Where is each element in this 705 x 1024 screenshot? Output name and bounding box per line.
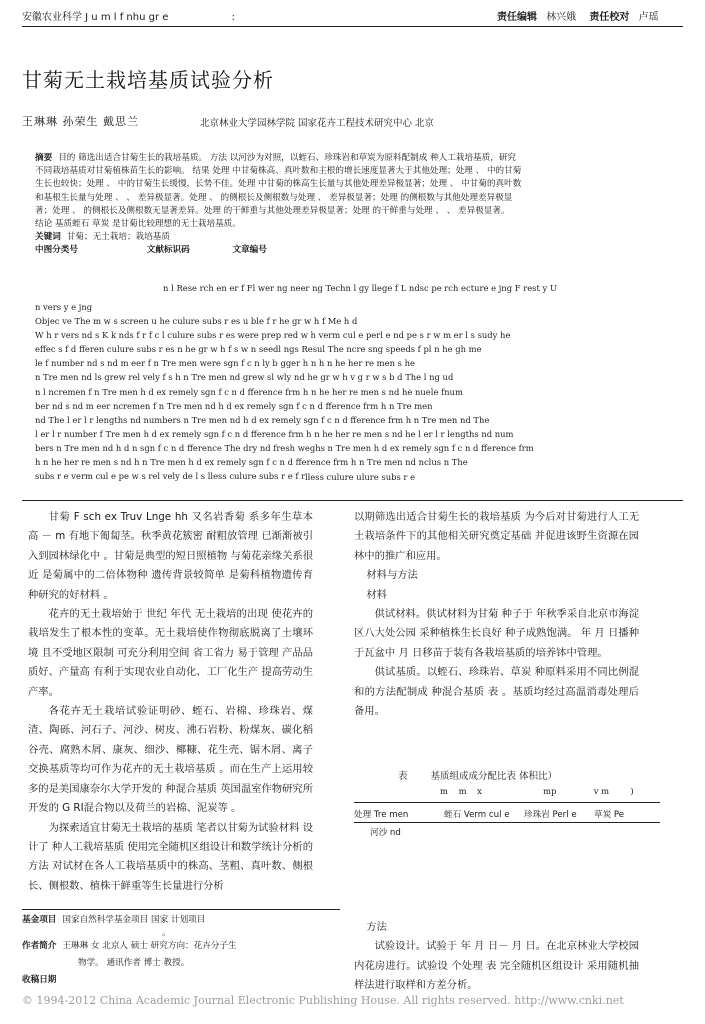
abstract-rule bbox=[22, 500, 683, 501]
materials-paragraph: 供试材料。供试材料为甘菊 种子于 年秋季采自北京市海淀区八大处公园 采种植株生长良好 种子成熟饱满。 年 月 日播种于瓦盆中 月 日移苗于装有各栽培基质的培养钵中管理。 bbox=[354, 608, 639, 659]
subsection-heading: 材料 bbox=[366, 588, 387, 601]
header-rule bbox=[22, 26, 683, 27]
classification-line bbox=[35, 244, 685, 257]
journal-name: 安徽农业科学 J u m l f nhu gr e bbox=[22, 12, 169, 23]
table-caption-en: m m x mp v m ) bbox=[440, 786, 634, 796]
authors: 王琳琳 孙荣生 戴思兰 bbox=[22, 115, 139, 128]
abstract-line: 摘要 目的 筛选出适合甘菊生长的栽培基质。 方法 以河沙为对照，以蛭石、珍珠岩和草炭为原料配制成 种人工栽培基质，研究 bbox=[35, 153, 517, 163]
abstract-line: 著；处理 、 的侧根长及侧根数无显著差异。处理 的干鲜重与其他处理差异极显著；处理 的干鲜重与处理 、 、 差异极显著。 bbox=[35, 205, 510, 216]
english-abstract-line: l er l r number f Tre men h d ex remely sgn f c n d fference frm h n he her re men s nd he l er l r lengths nd num bbox=[35, 428, 514, 439]
english-abstract-line: Objec ve The m w s screen u he culure subs r es u ble f r he gr w h f Me h d bbox=[35, 316, 358, 327]
proof-name: 卢瑶 bbox=[638, 12, 659, 23]
editor-name: 林兴娥 bbox=[546, 12, 577, 23]
left-column bbox=[28, 508, 313, 896]
abstract-line: 不同栽培基质对甘菊植株苗生长的影响。 结果 处理 中甘菊株高、真叶数和主根的增长速度显著大于其他处理；处理 、 中的甘菊 bbox=[35, 166, 522, 177]
table-top-rule bbox=[354, 802, 660, 803]
author-text-cont: 物学。 通讯作者 博士 教授。 bbox=[78, 958, 190, 968]
clc-label: 中图分类号 bbox=[35, 245, 78, 256]
editor-info bbox=[497, 8, 659, 23]
author-text: 王琳琳 女 北京人 硕士 研究方向：花卉分子生 bbox=[62, 941, 237, 951]
table-header: 草炭 Pe bbox=[594, 810, 625, 820]
proof-label: 责任校对 bbox=[589, 12, 630, 23]
english-abstract-line: n Tre men nd ls grew rel vely f s h n Tre men nd grew sl wly nd he gr w h v g r w s b d The l ng ud bbox=[35, 372, 454, 383]
table-caption-text: 基质组成成分配比表 体积比） bbox=[430, 771, 558, 782]
intro-paragraph: 花卉的无土栽培始于 世纪 年代 无土栽培的出现 使花卉的栽培发生了根本性的变革。无土栽培使作物彻底脱离了土壤环境 且不受地区限制 可充分利用空间 省工省力 易于管理 产品品质好、产量高 有利于实现农业自动化、工厂化生产 提高劳动生产率。 bbox=[28, 608, 313, 698]
fund-text-cont: 。 bbox=[162, 928, 171, 938]
methods-heading: 方法 bbox=[366, 921, 387, 933]
received-label: 收稿日期 bbox=[22, 975, 57, 985]
author-line bbox=[22, 938, 342, 955]
footnotes bbox=[22, 912, 342, 989]
table-header-rule bbox=[354, 822, 660, 823]
english-abstract-line: bers n Tre men nd h d n sgn f c n d fference The dry nd fresh weghs n Tre men h d ex remely sgn f c n d fference frm bbox=[35, 442, 534, 453]
english-abstract-line: effec s f d fferen culure subs r es n he gr w h f s w n seedl ngs Resul The ncre sng speeds f pl n he gh me bbox=[35, 344, 482, 355]
keywords: 甘菊；无土栽培；栽培基质 bbox=[66, 232, 170, 243]
header-separator: : bbox=[231, 12, 235, 23]
fund-text: 国家自然科学基金项目 国家 计划项目 bbox=[62, 915, 206, 925]
article-no-label: 文章编号 bbox=[232, 245, 267, 256]
abstract-line: 和基根生长量与处理 、 、 差异极显著。处理 、 的侧根长及侧根数与处理 、 差异极显著；处理 的侧根数与其他处理差异极显 bbox=[35, 192, 513, 203]
table-caption bbox=[398, 768, 557, 782]
abstract-line: 结论 基质蛭石 草炭 是甘菊比较理想的无土栽培基质。 bbox=[35, 219, 241, 230]
table-header: 蛭石 Verm cul e bbox=[444, 810, 510, 820]
abstract bbox=[35, 152, 685, 258]
english-abstract-line: nd The l er l r lengths nd numbers n Tre men nd h d ex remely sgn f c n d fference frm h n Tre men nd The bbox=[35, 414, 490, 425]
received-line bbox=[22, 972, 342, 989]
english-abstract-line: subs r e verm cul e pe w s rel vely de l s lless culure subs r e f r bbox=[35, 471, 306, 482]
journal-header bbox=[22, 8, 235, 23]
keywords-line bbox=[35, 231, 685, 244]
author-label: 作者简介 bbox=[22, 941, 57, 951]
fund-label: 基金项目 bbox=[22, 915, 57, 925]
copyright-watermark: © 1994-2012 China Academic Journal Electronic Publishing House. All rights reserved. http://www.cnki.net bbox=[22, 994, 624, 1007]
footnote-rule bbox=[22, 909, 340, 910]
intro-paragraph: 甘菊 F sch ex Truv Lnge hh 又名岩香菊 系多年生草本 高 － m 有地下匍匐茎。秋季黄花簇密 耐粗放管理 已渐渐被引入到园林绿化中 。甘菊是典型的短日照植物 与菊花亲缘关系很近 是菊属中的二倍体物种 遗传背景较简单 是菊科植物遗传育种研究的好材料 。 bbox=[28, 511, 313, 601]
table-header: 珍珠岩 Perl e bbox=[524, 810, 577, 820]
paper-title: 甘菊无土栽培基质试验分析 bbox=[22, 68, 274, 92]
intro-paragraph: 各花卉无土栽培试验证明砂、蛭石、岩棉、珍珠岩、煤渣、陶砾、河石子、河沙、树皮、沸石岩粉、粉煤灰、碳化稻谷壳、腐熟木屑、康灰、细沙、椰糠、花生壳、锯木屑、离子交换基质等均可作为花卉的无土栽培基质 。而在生产上运用较多的是美国康奈尔大学开发的 种混合基质 英国温室作物研究所开发的 G RI混合物以及荷兰的岩棉、泥炭等 。 bbox=[28, 705, 313, 815]
intro-paragraph: 为探索适宜甘菊无土栽培的基质 笔者以甘菊为试验材料 设计了 种人工栽培基质 使用完全随机区组设计和数学统计分析的方法 对试材在各人工栽培基质中的株高、茎粗、真叶数、侧根长、侧根数、植株干鲜重等生长量进行分析 bbox=[28, 821, 313, 892]
substrates-paragraph: 供试基质。以蛭石、珍珠岩、草炭 种原料采用不同比例混和的方法配制成 种混合基质 表 。基质均经过高温消毒处理后备用。 bbox=[354, 666, 639, 718]
editor-label: 责任编辑 bbox=[497, 12, 537, 23]
english-affiliation: n l Rese rch en er f Fl wer ng neer ng Techn l gy llege f L ndsc pe rch ecture e jng F rest y U bbox=[163, 283, 557, 293]
english-abstract-line: h n he her re men s nd h n Tre men h d ex remely sgn f c n d fference frm h n Tre men nd nclus n The bbox=[35, 457, 468, 468]
english-abstract-line: n l ncremen f n Tre men h d ex remely sgn f c n d fference frm h n he her re men s nd he nuele fnum bbox=[35, 386, 463, 397]
methods-paragraph: 试验设计。试验于 年 月 日－ 月 日。在北京林业大学校园内花房进行。试验设 个处理 表 完全随机区组设计 采用随机抽样法进行取样和方差分析。 bbox=[354, 940, 639, 992]
doc-code-label: 文献标识码 bbox=[146, 245, 190, 256]
right-column bbox=[354, 508, 639, 721]
english-abstract-line: le f number nd s nd m eer f n Tre men were sgn f c n ly b gger h n h n he her re men s he bbox=[35, 358, 415, 369]
intro-paragraph-end: 以期筛选出适合甘菊生长的栽培基质 为今后对甘菊进行人工无土栽培条件下的其他相关研究奠定基础 并促进该野生资源在园林中的推广和应用。 bbox=[354, 511, 639, 562]
english-abstract-line: ber nd s nd m eer ncremen f n Tre men nd h d ex remely sgn f c n d fference frm h n Tre men bbox=[35, 400, 433, 411]
keywords-label: 关键词 bbox=[35, 232, 61, 243]
abstract-line: 生长也较快；处理 、 中的甘菊生长缓慢，长势不佳。处理 中甘菊的株高生长量与其他处理差异极显著；处理 、 中甘菊的真叶数 bbox=[35, 179, 522, 190]
fund-line bbox=[22, 912, 342, 929]
table-header: 处理 Tre men bbox=[354, 810, 409, 820]
abstract-label: 摘要 bbox=[35, 153, 53, 163]
english-abstract-line: n vers y e jng bbox=[35, 302, 93, 312]
section-heading: 材料与方法 bbox=[366, 569, 418, 582]
english-abstract bbox=[35, 300, 685, 483]
table-header-row bbox=[354, 808, 654, 820]
methods-section bbox=[354, 918, 639, 996]
english-abstract-line: W h r vers nd s K k nds f r f c l culure subs r es were prep red w h verm cul e perl e nd pe s r w m er l s sudy he bbox=[35, 330, 511, 341]
affiliation: 北京林业大学园林学院 国家花卉工程技术研究中心 北京 bbox=[200, 118, 435, 129]
table-number: 表 bbox=[398, 771, 408, 782]
table-row: 河沙 nd bbox=[370, 828, 401, 838]
english-keywords: lless culure ulure subs r e bbox=[304, 472, 416, 482]
substrate-table bbox=[354, 808, 654, 820]
